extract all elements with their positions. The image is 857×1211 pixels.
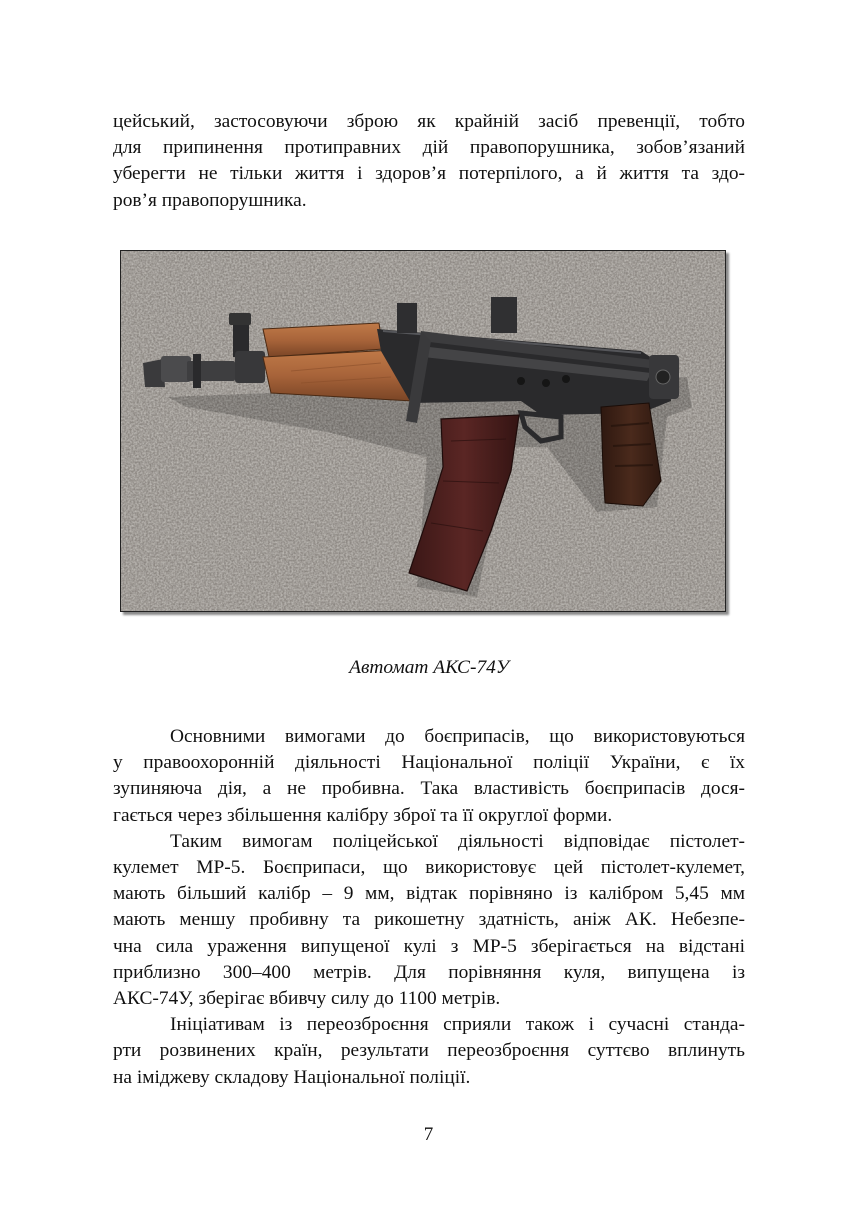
page-number: 7 <box>423 1124 434 1145</box>
text-line: у правоохоронній діяльності Національної поліції України, є їх <box>113 752 745 774</box>
text-line: для припинення протиправних дій правопорушника, зобов’язаний <box>113 137 745 159</box>
text-line: приблизно 300–400 метрів. Для порівняння куля, випущена із <box>113 961 745 983</box>
text-line: Таким вимогам поліцейської діяльності відповідає пістолет- <box>170 830 745 852</box>
paragraph-body <box>113 724 745 1091</box>
text-line: зупиняюча дія, а не пробивна. Така властивість боєприпасів дося- <box>113 778 745 800</box>
text-line: цейський, застосовуючи зброю як крайній засіб превенції, тобто <box>113 111 745 132</box>
text-line: на іміджеву складову Національної поліції. <box>113 1066 471 1088</box>
rear-sight <box>397 303 417 333</box>
text-line: уберегти не тільки життя і здоров’я потерпілого, а й життя та здо- <box>113 163 745 185</box>
text-line: гається через збільшення калібру зброї та її округлої форми. <box>113 804 613 826</box>
text-line: Ініціативам із переозброєння сприяли також і сучасні станда- <box>170 1014 745 1036</box>
text-line: кулемет МР-5. Боєприпаси, що використовує цей пістолет-кулемет, <box>113 857 745 879</box>
text-line: чна сила ураження випущеної кулі з МР-5 зберігається на відстані <box>113 935 745 957</box>
figure-caption: Автомат АКС-74У <box>349 657 509 678</box>
text-line: мають більший калібр – 9 мм, відтак порівняно із калібром 5,45 мм <box>113 883 745 905</box>
text-line: рти розвинених країн, результати переозброєння суттєво вплинуть <box>113 1040 745 1062</box>
text-line: Основними вимогами до боєприпасів, що використовуються <box>170 726 745 747</box>
weapon-photo <box>120 250 726 612</box>
text-line: АКС-74У, зберігає вбивчу силу до 1100 метрів. <box>113 988 501 1010</box>
text-line: мають меншу пробивну та рикошетну здатність, аніж АК. Небезпе- <box>113 909 745 931</box>
text-line: ров’я правопорушника. <box>113 189 307 211</box>
aks74u-illustration <box>121 251 725 611</box>
paragraph-top <box>113 109 745 214</box>
